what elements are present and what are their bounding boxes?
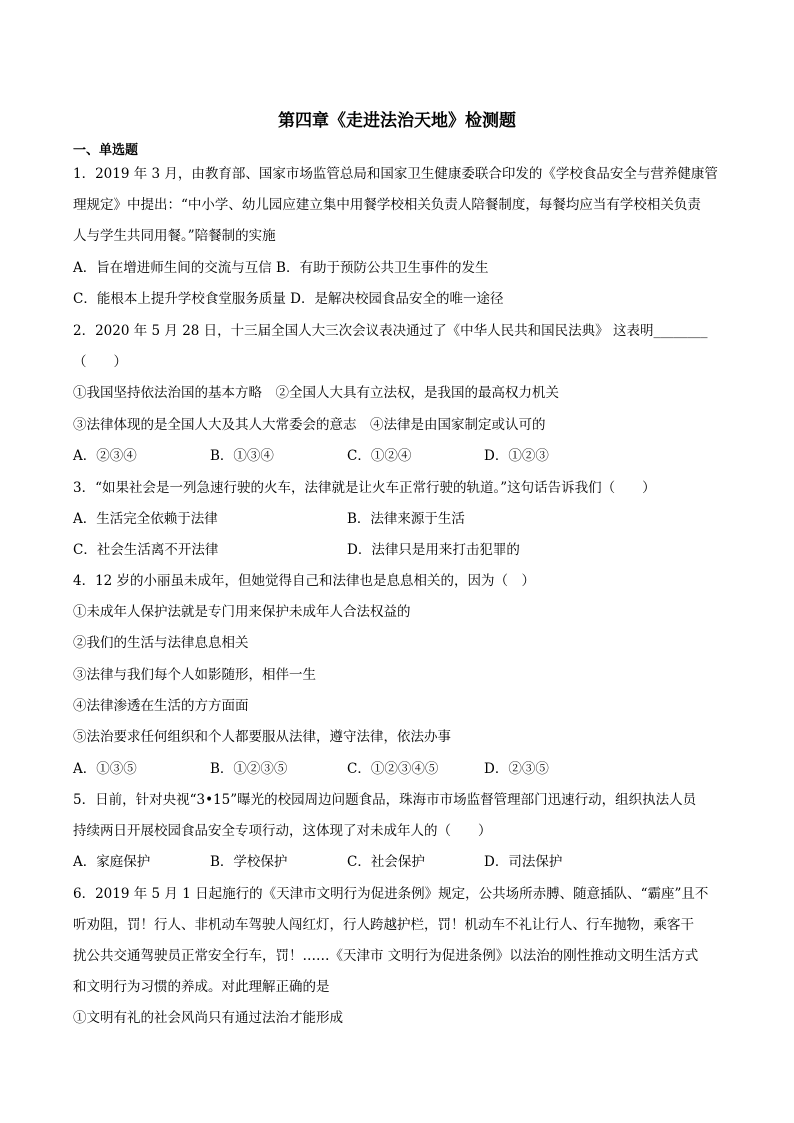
q2-option-a: A．②③④ <box>73 448 137 464</box>
q5-option-c: C．社会保护 <box>347 854 425 870</box>
q5-stem-line-1: 5．日前，针对央视“3•15”曝光的校园周边问题食品，珠海市市场监督管理部门迅速行动，组织执法人员 <box>73 792 697 808</box>
page-title: 第四章《走进法治天地》检测题 <box>278 111 516 131</box>
q2-statement-2: ③法律体现的是全国人大及其人大常委会的意志 ④法律是由国家制定或认可的 <box>73 417 546 433</box>
q3-stem: 3．“如果社会是一列急速行驶的火车，法律就是让火车正常行驶的轨道。”这句话告诉我们（ ） <box>73 480 656 496</box>
section-heading: 一、单选题 <box>73 143 139 158</box>
q4-statement-1: ①未成年人保护法就是专门用来保护未成年人合法权益的 <box>73 604 411 620</box>
q2-option-b: B．①③④ <box>210 448 274 464</box>
q4-statement-4: ④法律渗透在生活的方方面面 <box>73 698 249 714</box>
q2-option-c: C．①②④ <box>347 448 412 464</box>
q4-option-d: D．②③⑤ <box>484 761 549 777</box>
q3-option-c: C．社会生活离不开法律 <box>73 542 219 558</box>
q4-statement-3: ③法律与我们每个人如影随形，相伴一生 <box>73 667 316 683</box>
q3-option-a: A．生活完全依赖于法律 <box>73 511 218 527</box>
q3-option-d: D．法律只是用来打击犯罪的 <box>347 542 520 558</box>
q1-options-line-2: C．能根本上提升学校食堂服务质量 D．是解决校园食品安全的唯一途径 <box>73 291 504 307</box>
q6-stem-line-4: 和文明行为习惯的养成。对此理解正确的是 <box>73 979 330 995</box>
q6-stem-line-3: 扰公共交通驾驶员正常安全行车，罚！……《天津市 文明行为促进条例》以法治的刚性推动文明生活方式 <box>73 948 699 964</box>
q4-option-a: A．①③⑤ <box>73 761 137 777</box>
q5-stem-line-2: 持续两日开展校园食品安全专项行动，这体现了对未成年人的（ ） <box>73 823 492 839</box>
q5-option-a: A．家庭保护 <box>73 854 151 870</box>
q3-option-b: B．法律来源于生活 <box>347 511 465 527</box>
q2-option-d: D．①②③ <box>484 448 549 464</box>
q1-options-line-1: A．旨在增进师生间的交流与互信 B．有助于预防公共卫生事件的发生 <box>73 260 489 276</box>
q5-option-b: B．学校保护 <box>210 854 288 870</box>
q4-statement-2: ②我们的生活与法律息息相关 <box>73 635 249 651</box>
q2-statement-1: ①我国坚持依法治国的基本方略 ②全国人大具有立法权，是我国的最高权力机关 <box>73 385 559 401</box>
q2-stem-line-2: （ ） <box>73 354 127 370</box>
q5-option-d: D．司法保护 <box>484 854 563 870</box>
q2-stem-line-1: 2．2020 年 5 月 28 日，十三届全国人大三次会议表决通过了《中华人民共和国民法典》 这表明________ <box>73 323 708 339</box>
q1-stem-line-3: 人与学生共同用餐。”陪餐制的实施 <box>73 228 276 244</box>
q4-option-b: B．①②③⑤ <box>210 761 288 777</box>
q4-statement-5: ⑤法治要求任何组织和个人都要服从法律，遵守法律，依法办事 <box>73 729 451 745</box>
q6-statement-1: ①文明有礼的社会风尚只有通过法治才能形成 <box>73 1010 343 1026</box>
q6-stem-line-2: 听劝阻，罚！行人、非机动车驾驶人闯红灯，行人跨越护栏，罚！机动车不礼让行人、行车抛物，乘客干 <box>73 917 694 933</box>
q1-stem-line-2: 理规定》中提出：“中小学、幼儿园应建立集中用餐学校相关负责人陪餐制度，每餐均应当有学校相关负责 <box>73 197 701 213</box>
q4-stem: 4．12 岁的小丽虽未成年，但她觉得自己和法律也是息息相关的，因为（ ） <box>73 573 536 589</box>
q1-stem-line-1: 1．2019 年 3 月，由教育部、国家市场监管总局和国家卫生健康委联合印发的《学校食品安全与营养健康管 <box>73 166 718 182</box>
q6-stem-line-1: 6．2019 年 5 月 1 日起施行的《天津市文明行为促进条例》规定，公共场所赤膊、随意插队、“霸座”且不 <box>73 886 709 902</box>
q4-option-c: C．①②③④⑤ <box>347 761 439 777</box>
